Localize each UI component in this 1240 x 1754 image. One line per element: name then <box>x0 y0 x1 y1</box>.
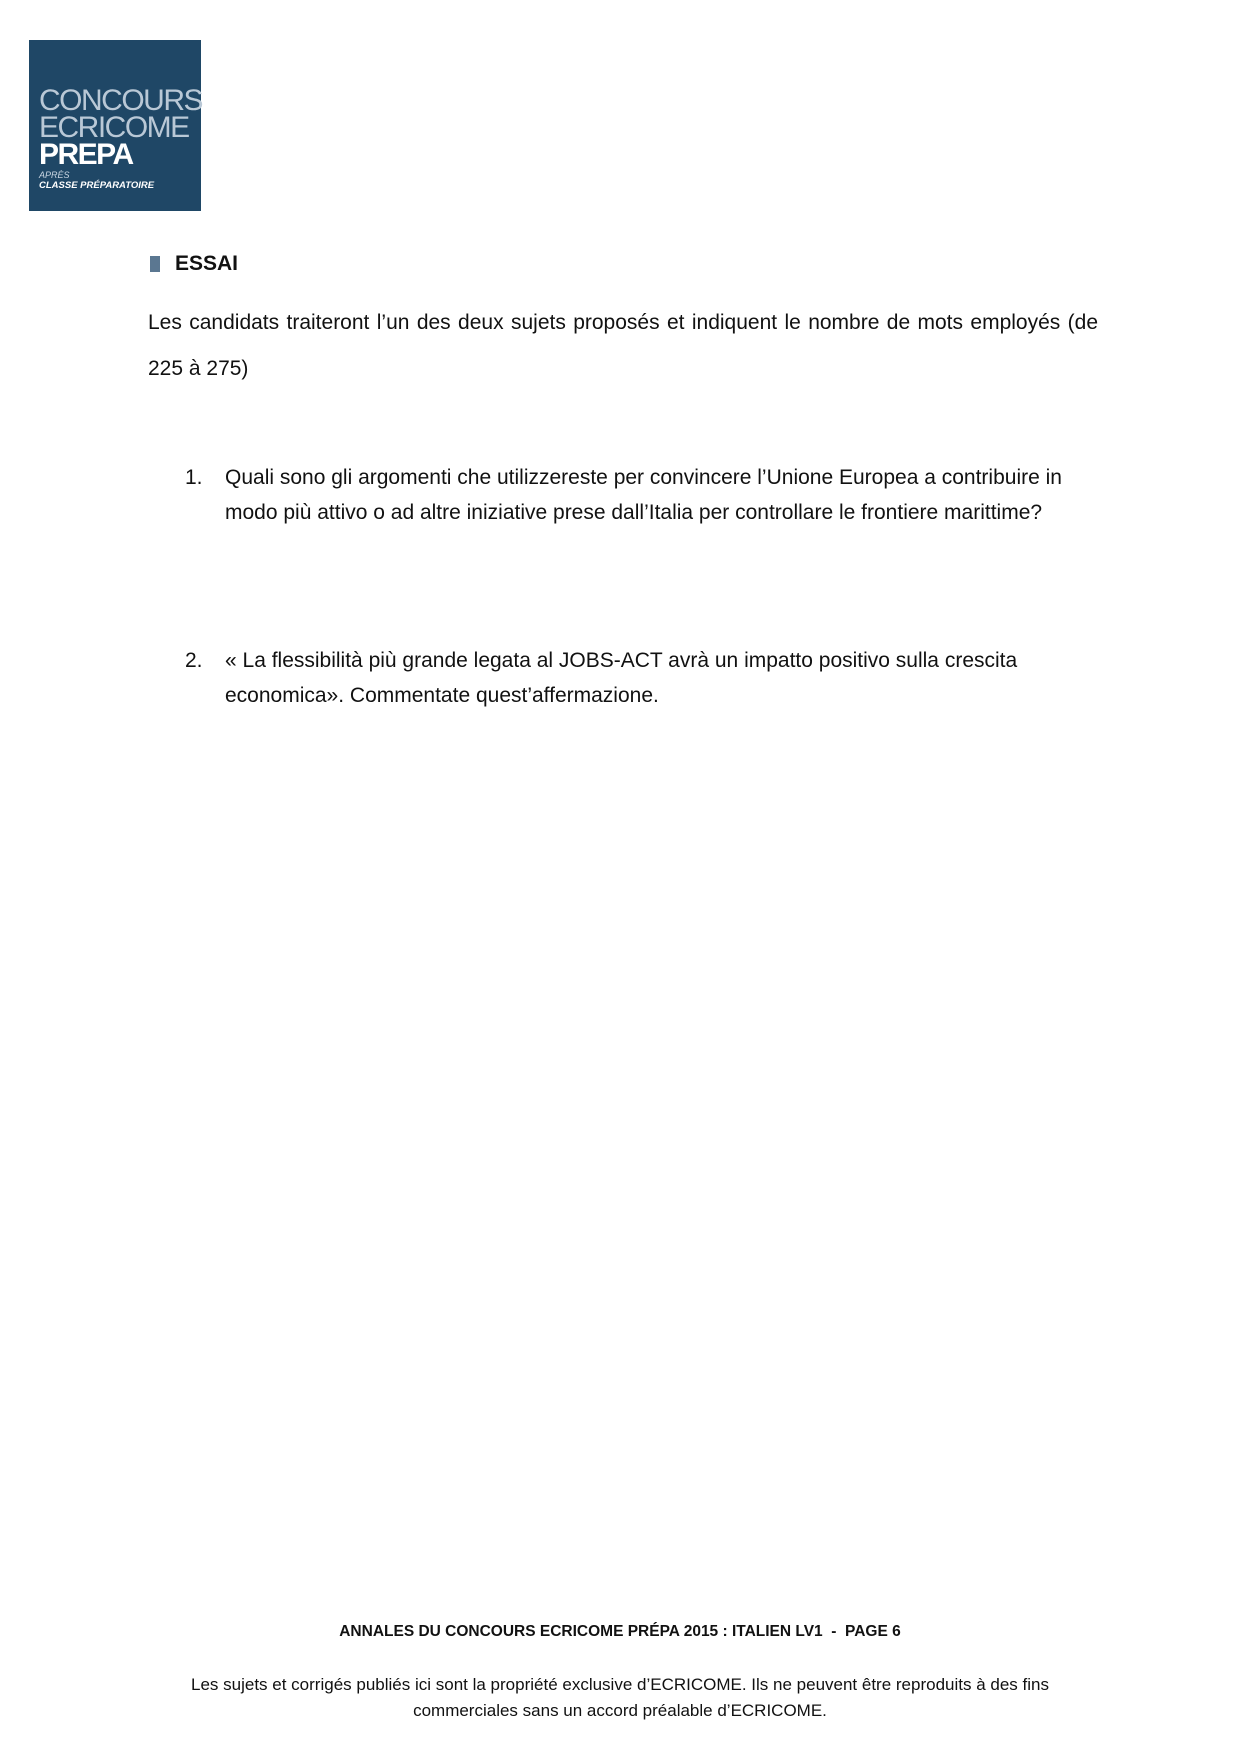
footer-title: ANNALES DU CONCOURS ECRICOME PRÉPA 2015 : ITALIEN LV1 - PAGE 6 <box>339 1623 901 1640</box>
question-item <box>185 460 1095 530</box>
question-number: 2. <box>185 649 203 672</box>
footer-copyright-note: Les sujets et corrigés publiés ici sont la propriété exclusive d’ECRICOME. Ils ne peuvent être reproduits à des fins commerciales sans un accord préalable d’ECRICOME. <box>191 1675 1049 1720</box>
logo-line-ecricome: ECRICOME <box>39 111 189 144</box>
question-item <box>185 643 1095 713</box>
question-text: Quali sono gli argomenti che utilizzereste per convincere l’Unione Europea a contribuire in modo più attivo o ad altre iniziative prese dall’Italia per controllare le frontiere marittime? <box>225 466 1062 524</box>
section-heading <box>150 252 238 276</box>
logo-line-prepa: PREPA <box>39 138 133 171</box>
square-bullet-icon <box>150 256 160 272</box>
section-title: ESSAI <box>175 252 239 275</box>
ecricome-logo <box>29 40 201 211</box>
question-number: 1. <box>185 466 203 489</box>
logo-line-apres: APRÈS <box>39 170 70 180</box>
instructions-paragraph: Les candidats traiteront l’un des deux sujets proposés et indiquent le nombre de mots employés (de 225 à 275) <box>148 311 1098 380</box>
logo-line-concours: CONCOURS <box>39 84 203 117</box>
logo-line-classe-preparatoire: CLASSE PRÉPARATOIRE <box>39 180 155 191</box>
question-text: « La flessibilità più grande legata al JOBS-ACT avrà un impatto positivo sulla crescita economica». Commentate quest’affermazione. <box>225 649 1018 707</box>
